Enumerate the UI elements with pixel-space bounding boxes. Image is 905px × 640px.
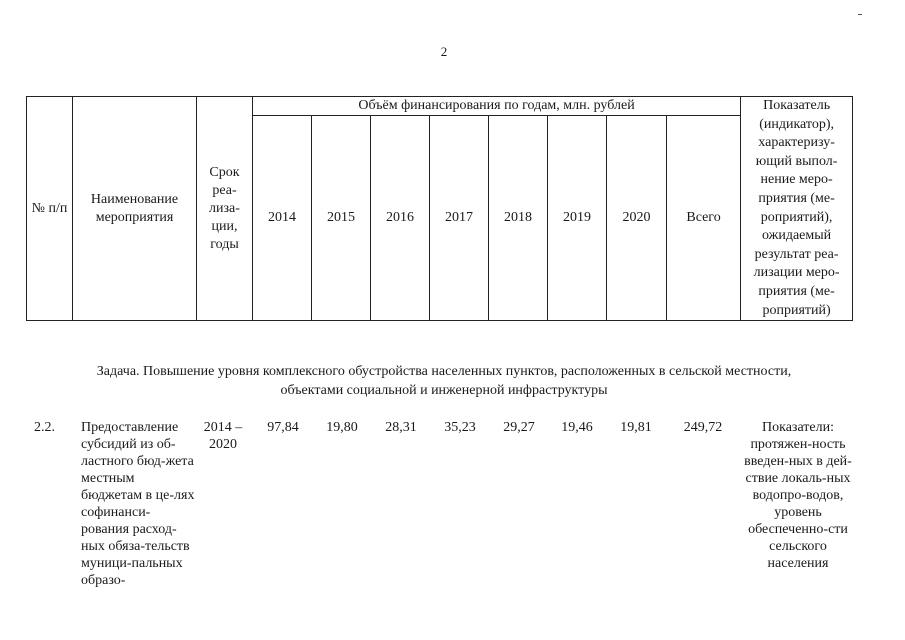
row-total: 249,72 <box>683 420 723 435</box>
row-value: 29,27 <box>503 420 535 435</box>
row-value: 19,81 <box>620 420 652 435</box>
header-no: № п/п <box>27 97 73 321</box>
row-number: 2.2. <box>34 420 55 435</box>
row-term: 2014 – 2020 <box>203 420 243 452</box>
row-indicator: Показатели: протяжен-ность введен-ных в дей-ствие локаль-ных водопро-водов, уровень обеспеченно-сти сельского населения <box>744 420 852 571</box>
row-value: 35,23 <box>444 420 476 435</box>
header-year: 2019 <box>548 116 607 321</box>
header-year: 2016 <box>371 116 430 321</box>
header-year: 2017 <box>430 116 489 321</box>
table-header <box>26 96 853 321</box>
page-number: 2 <box>440 44 448 59</box>
row-value: 19,80 <box>326 420 358 435</box>
header-indicator: Показатель (индикатор), характеризу-ющий выпол-нение меро-приятия (ме-роприятий), ожидаемый результат реа-лизации меро-приятия (ме-роприятий) <box>741 97 853 321</box>
row-value: 97,84 <box>267 420 299 435</box>
row-value: 19,46 <box>561 420 593 435</box>
header-name: Наименование мероприятия <box>73 97 197 321</box>
header-total: Всего <box>667 116 741 321</box>
row-name: Предоставление субсидий из об-ластного бюд-жета местным бюджетам в це-лях софинанси-рования расход-ных обяза-тельств муници-пальных образо- <box>81 420 195 588</box>
scan-mark <box>858 14 862 15</box>
task-heading: Задача. Повышение уровня комплексного обустройства населенных пунктов, расположенных в сельской местности, объектами социальной и инженерной инфраструктуры <box>96 364 792 398</box>
header-year: 2020 <box>607 116 667 321</box>
header-year: 2018 <box>489 116 548 321</box>
header-funding: Объём финансирования по годам, млн. рублей <box>253 97 741 116</box>
row-value: 28,31 <box>385 420 417 435</box>
header-year: 2015 <box>312 116 371 321</box>
header-year: 2014 <box>253 116 312 321</box>
header-term: Срок реа-лиза-ции, годы <box>197 97 253 321</box>
